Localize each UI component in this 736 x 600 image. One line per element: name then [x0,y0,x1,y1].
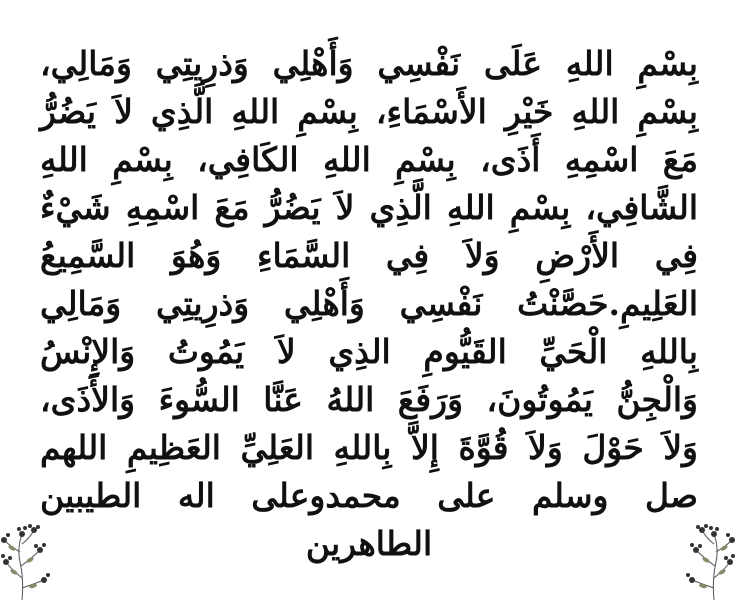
dua-line: الشَّافِي، بِسْمِ اللهِ الَّذِي لاَ يَضُرُّ مَعَ اسْمِهِ شَيْءٌ [40,188,698,227]
dua-line: صل وسلم على محمدوعلى اله الطيبين [40,476,698,515]
dua-text-block [40,40,698,568]
dua-line: الطاهرين [305,524,433,563]
dua-line: العَلِيمِ.حَصَّنْتُ نَفْسِي وَأَهْلِي وَذرِيتِي وَمَالِي [40,284,698,323]
dua-line: وَالْجِنُّ يَمُوتُونَ، وَرَفَعَ اللهُ عَنَّا السُّوءَ وَالأَذَى، [40,380,698,419]
dua-line: بِسْمِ اللهِ عَلَى نَفْسِي وَأَهْلِي وَذرِيتِي وَمَالِي، [40,44,698,83]
floral-decoration-icon [0,500,60,600]
dua-line: وَلاَ حَوْلَ وَلاَ قُوَّةَ إِلاَّ بِاللهِ العَلِيِّ العَظِيمِ اللهم [40,428,698,467]
dua-line: بِسْمِ اللهِ خَيْرِ الأَسْمَاءِ، بِسْمِ اللهِ الَّذِي لاَ يَضُرُّ [40,92,698,131]
dua-line: مَعَ اسْمِهِ أَذَى، بِسْمِ اللهِ الكَافِي، بِسْمِ اللهِ [40,140,698,179]
dua-line: بِاللهِ الْحَيِّ القَيُّومِ الذِي لاَ يَمُوتُ وَالإِنْسُ [40,332,698,371]
dua-line: فِي الأَرْضِ وَلاَ فِي السَّمَاءِ وَهُوَ السَّمِيعُ [40,236,698,275]
floral-decoration-icon [676,500,736,600]
